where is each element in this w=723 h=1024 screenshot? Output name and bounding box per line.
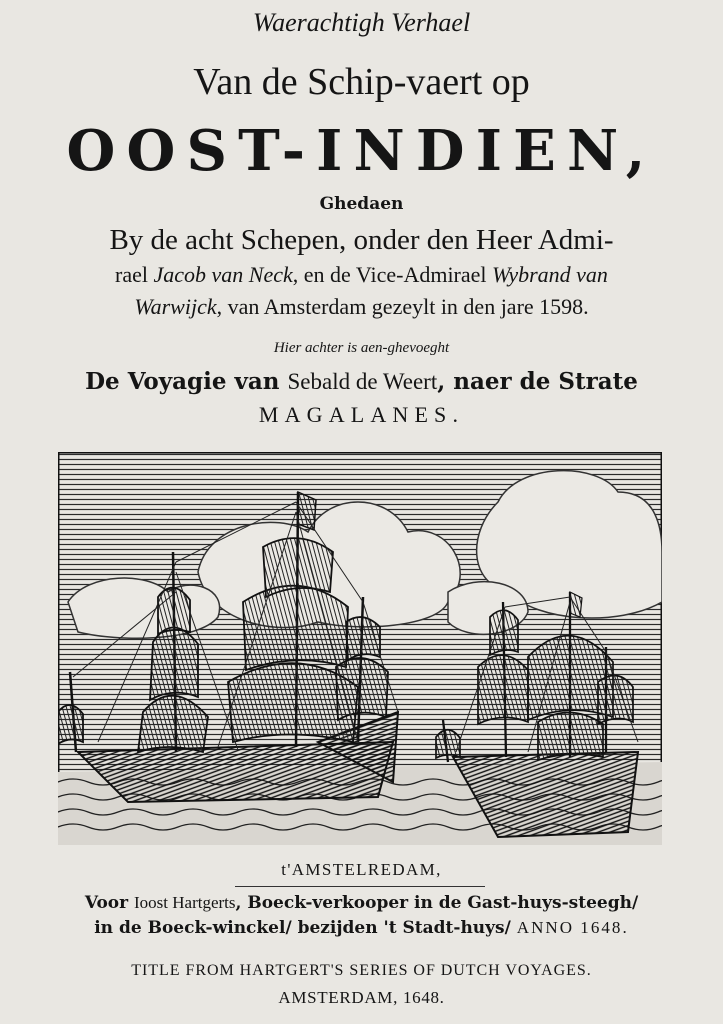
imprint-line-2	[0, 918, 723, 938]
heading-line-10: MAGALANES.	[258, 402, 465, 427]
heading-line-1: Waerachtigh Verhael	[252, 8, 471, 37]
imprint-line-1	[0, 893, 723, 913]
line9-a: De Voyagie van	[85, 368, 288, 395]
caption-line-2: AMSTERDAM, 1648.	[278, 988, 445, 1007]
line9-c: , naer de Strate	[437, 368, 638, 395]
line7-b: , van Amsterdam gezeylt in den jare 1598.	[216, 294, 589, 319]
heading-line-7	[0, 294, 723, 320]
imprint-rule	[235, 886, 485, 887]
ships-engraving	[58, 452, 662, 845]
caption-line-1: TITLE FROM HARTGERT'S SERIES OF DUTCH VOYAGES.	[131, 962, 592, 979]
imprint-year: ANNO 1648.	[516, 918, 629, 937]
sebald-name: Sebald de Weert	[287, 369, 438, 394]
admiral-name: Jacob van Neck	[153, 262, 293, 287]
vice-admiral-name: Wybrand van	[492, 262, 608, 287]
heading-line-2: Van de Schip-vaert op	[193, 61, 530, 103]
imprint-line-1-a: Voor	[84, 893, 134, 913]
imprint-line-2-a: in de Boeck-winckel/ bezijden 't Stadt-huys/	[94, 918, 517, 938]
line6-a: rael	[115, 262, 154, 287]
printer-name: Ioost Hartgerts	[134, 893, 236, 912]
heading-line-5: By de acht Schepen, onder den Heer Admi-	[109, 224, 614, 256]
imprint-place: t'AMSTELREDAM,	[281, 860, 442, 879]
heading-line-4: Ghedaen	[319, 194, 404, 214]
heading-line-6	[0, 262, 723, 288]
line7-a: Warwijck	[134, 294, 217, 319]
heading-line-9	[0, 368, 723, 395]
imprint-line-1-c: , Boeck-verkooper in de Gast-huys-steegh/	[235, 893, 639, 913]
main-title: OOST-INDIEN,	[66, 118, 657, 184]
line6-c: , en de Vice-Admirael	[292, 262, 493, 287]
heading-line-8: Hier achter is aen-ghevoeght	[273, 340, 450, 356]
